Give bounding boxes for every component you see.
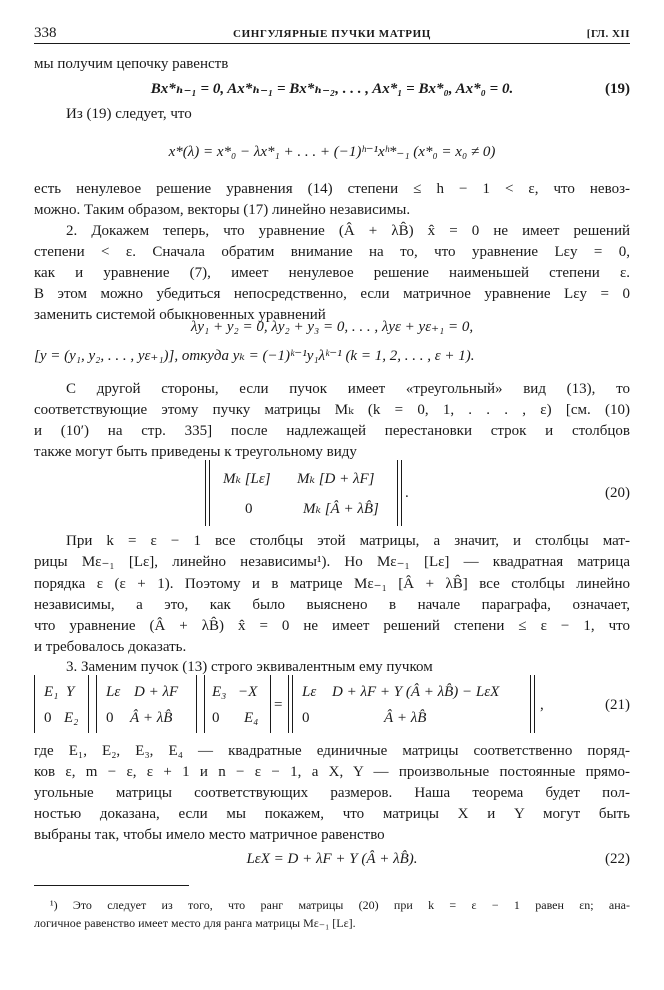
eq21-m2-a11: Lε — [106, 684, 121, 700]
equation-x-lambda: x*(λ) = x*₀ − λx*₁ + . . . + (−1)ʰ⁻¹xʰ*₋₁ (x*₀ = x₀ ≠ 0) — [168, 144, 496, 160]
equation-19-body: Bx*ₕ₋₁ = 0, Ax*ₕ₋₁ = Bx*ₕ₋₂, . . . , Ax*₁ = Bx*₀, Ax*₀ = 0. — [150, 81, 514, 97]
text-line: 3. Заменим пучок (13) строго эквивалентным ему пучком — [66, 659, 433, 675]
text-line: соответствующие этому пучку матрицы Mₖ (k = 0, 1, . . . , ε) [см. (10) — [34, 402, 630, 418]
text-line: заменить системой обыкновенных уравнений — [34, 307, 326, 323]
eq21-comma: , — [540, 697, 544, 713]
footnote — [34, 896, 630, 932]
text-line: В этом можно убедиться непосредственно, если матричное уравнение Lεy = 0 — [34, 286, 630, 302]
running-title: СИНГУЛЯРНЫЕ ПУЧКИ МАТРИЦ — [233, 28, 431, 40]
eq21-m1-a11: E₁ — [44, 684, 59, 700]
text-line: рицы Mε₋₁ [Lε], линейно независимы¹). Но Mε₋₁ [Lε] — квадратная матрица — [34, 554, 630, 570]
equation-22-number: (22) — [605, 851, 630, 867]
eq21-m3-a22: E₄ — [244, 710, 259, 726]
eq21-equals: = — [274, 697, 283, 713]
eq21-m2-a22: Â + λB̂ — [130, 710, 173, 726]
running-header — [34, 22, 630, 42]
eq21-m2-a12: D + λF — [134, 684, 179, 700]
header-rule — [34, 43, 630, 44]
equation-21-number: (21) — [605, 697, 630, 713]
text-line: как и уравнение (7), имеет ненулевое решение наименьшей степени ε. — [34, 265, 630, 281]
eq20-a21: 0 — [245, 501, 253, 517]
footnote-rule — [34, 885, 189, 886]
text-line: что уравнение (Â + λB̂) x̂ = 0 не имеет решений степени ≤ ε − 1, что — [34, 618, 630, 634]
text-line: Из (19) следует, что — [66, 106, 192, 122]
eq21-m4-a22: Â + λB̂ — [384, 710, 427, 726]
text-line: ностью доказана, если мы покажем, что матрицы X и Y могут быть — [34, 806, 630, 822]
footnote-line: логичное равенство имеет место для ранга матрицы Mε₋₁ [Lε]. — [34, 916, 356, 930]
text-line: угольные матрицы соответствующих размеров. Наша теорема будет пол- — [34, 785, 630, 801]
page-number: 338 — [34, 25, 57, 41]
eq21-m4-a11: Lε — [302, 684, 317, 700]
text-line: где E₁, E₂, E₃, E₄ — квадратные единичные матрицы соответственно поряд- — [34, 743, 630, 759]
text-line: При k = ε − 1 все столбцы этой матрицы, а значит, и столбцы мат- — [66, 533, 630, 549]
eq21-m4-a21: 0 — [302, 710, 310, 726]
equation-19 — [34, 78, 630, 100]
footnote-line: ¹) Это следует из того, что ранг матрицы (20) при k = ε − 1 равен εn; ана- — [50, 898, 630, 912]
eq21-m1-a12: Y — [66, 684, 75, 700]
text-line: порядка ε (ε + 1). Поэтому и в матрице Mε₋₁ [Â + λB̂] все столбцы линейно — [34, 576, 630, 592]
text-line: С другой стороны, если пучок имеет «треугольный» вид (13), то — [66, 381, 630, 397]
equation-19-number: (19) — [605, 81, 630, 97]
equation-22 — [34, 848, 630, 870]
chapter-label: [ГЛ. XII — [586, 28, 630, 40]
equation-22-body: LεX = D + λF + Y (Â + λB̂). — [246, 851, 418, 867]
eq20-a11: Mₖ [Lε] — [223, 471, 271, 487]
equation-solution: [y = (y₁, y₂, . . . , yε₊₁)], откуда yₖ = (−1)ᵏ⁻¹y₁λᵏ⁻¹ (k = 1, 2, . . . , ε + 1). — [34, 348, 475, 364]
eq21-m1-a21: 0 — [44, 710, 52, 726]
text-line: мы получим цепочку равенств — [34, 56, 229, 72]
text-line: есть ненулевое решение уравнения (14) степени ≤ h − 1 < ε, что невоз- — [34, 181, 630, 197]
text-line: и требовалось доказать. — [34, 639, 187, 655]
eq21-m3-a11: E₃ — [212, 684, 227, 700]
text-line: можно. Таким образом, векторы (17) линейно независимы. — [34, 202, 411, 218]
eq21-m2-a21: 0 — [106, 710, 114, 726]
text-line: независимы, а это, как было выяснено в начале параграфа, означает, — [34, 597, 630, 613]
text-line: степени < ε. Сначала обратим внимание на то, что уравнение Lεy = 0, — [34, 244, 630, 260]
equation-20-number: (20) — [605, 485, 630, 501]
text-line: также могут быть приведены к треугольному виду — [34, 444, 357, 460]
text-line: ков ε, m − ε, ε + 1 и n − ε − 1, а X, Y — произвольные постоянные прямо- — [34, 764, 630, 780]
eq20-a22: Mₖ [Â + λB̂] — [303, 501, 379, 517]
equation-21 — [34, 675, 630, 737]
eq21-m3-a12: −X — [238, 684, 258, 700]
text-line: и (10′) на стр. 335] после надлежащей перестановки строк и столбцов — [34, 423, 630, 439]
eq20-a12: Mₖ [D + λF] — [297, 471, 375, 487]
eq21-m3-a21: 0 — [212, 710, 220, 726]
equation-system-line: λy₁ + y₂ = 0, λy₂ + y₃ = 0, . . . , λyε + yε₊₁ = 0, — [190, 319, 474, 335]
text-line: выбраны так, чтобы имело место матричное равенство — [34, 827, 385, 843]
eq21-m1-a22: E₂ — [64, 710, 79, 726]
eq21-m4-a12: D + λF + Y (Â + λB̂) − LεX — [332, 684, 500, 700]
text-line: 2. Докажем теперь, что уравнение (Â + λB̂) x̂ = 0 не имеет решений — [66, 223, 630, 239]
equation-20: Mₖ [Lε] Mₖ [D + λF] 0 Mₖ [Â + λB̂] . (20) — [205, 460, 630, 530]
